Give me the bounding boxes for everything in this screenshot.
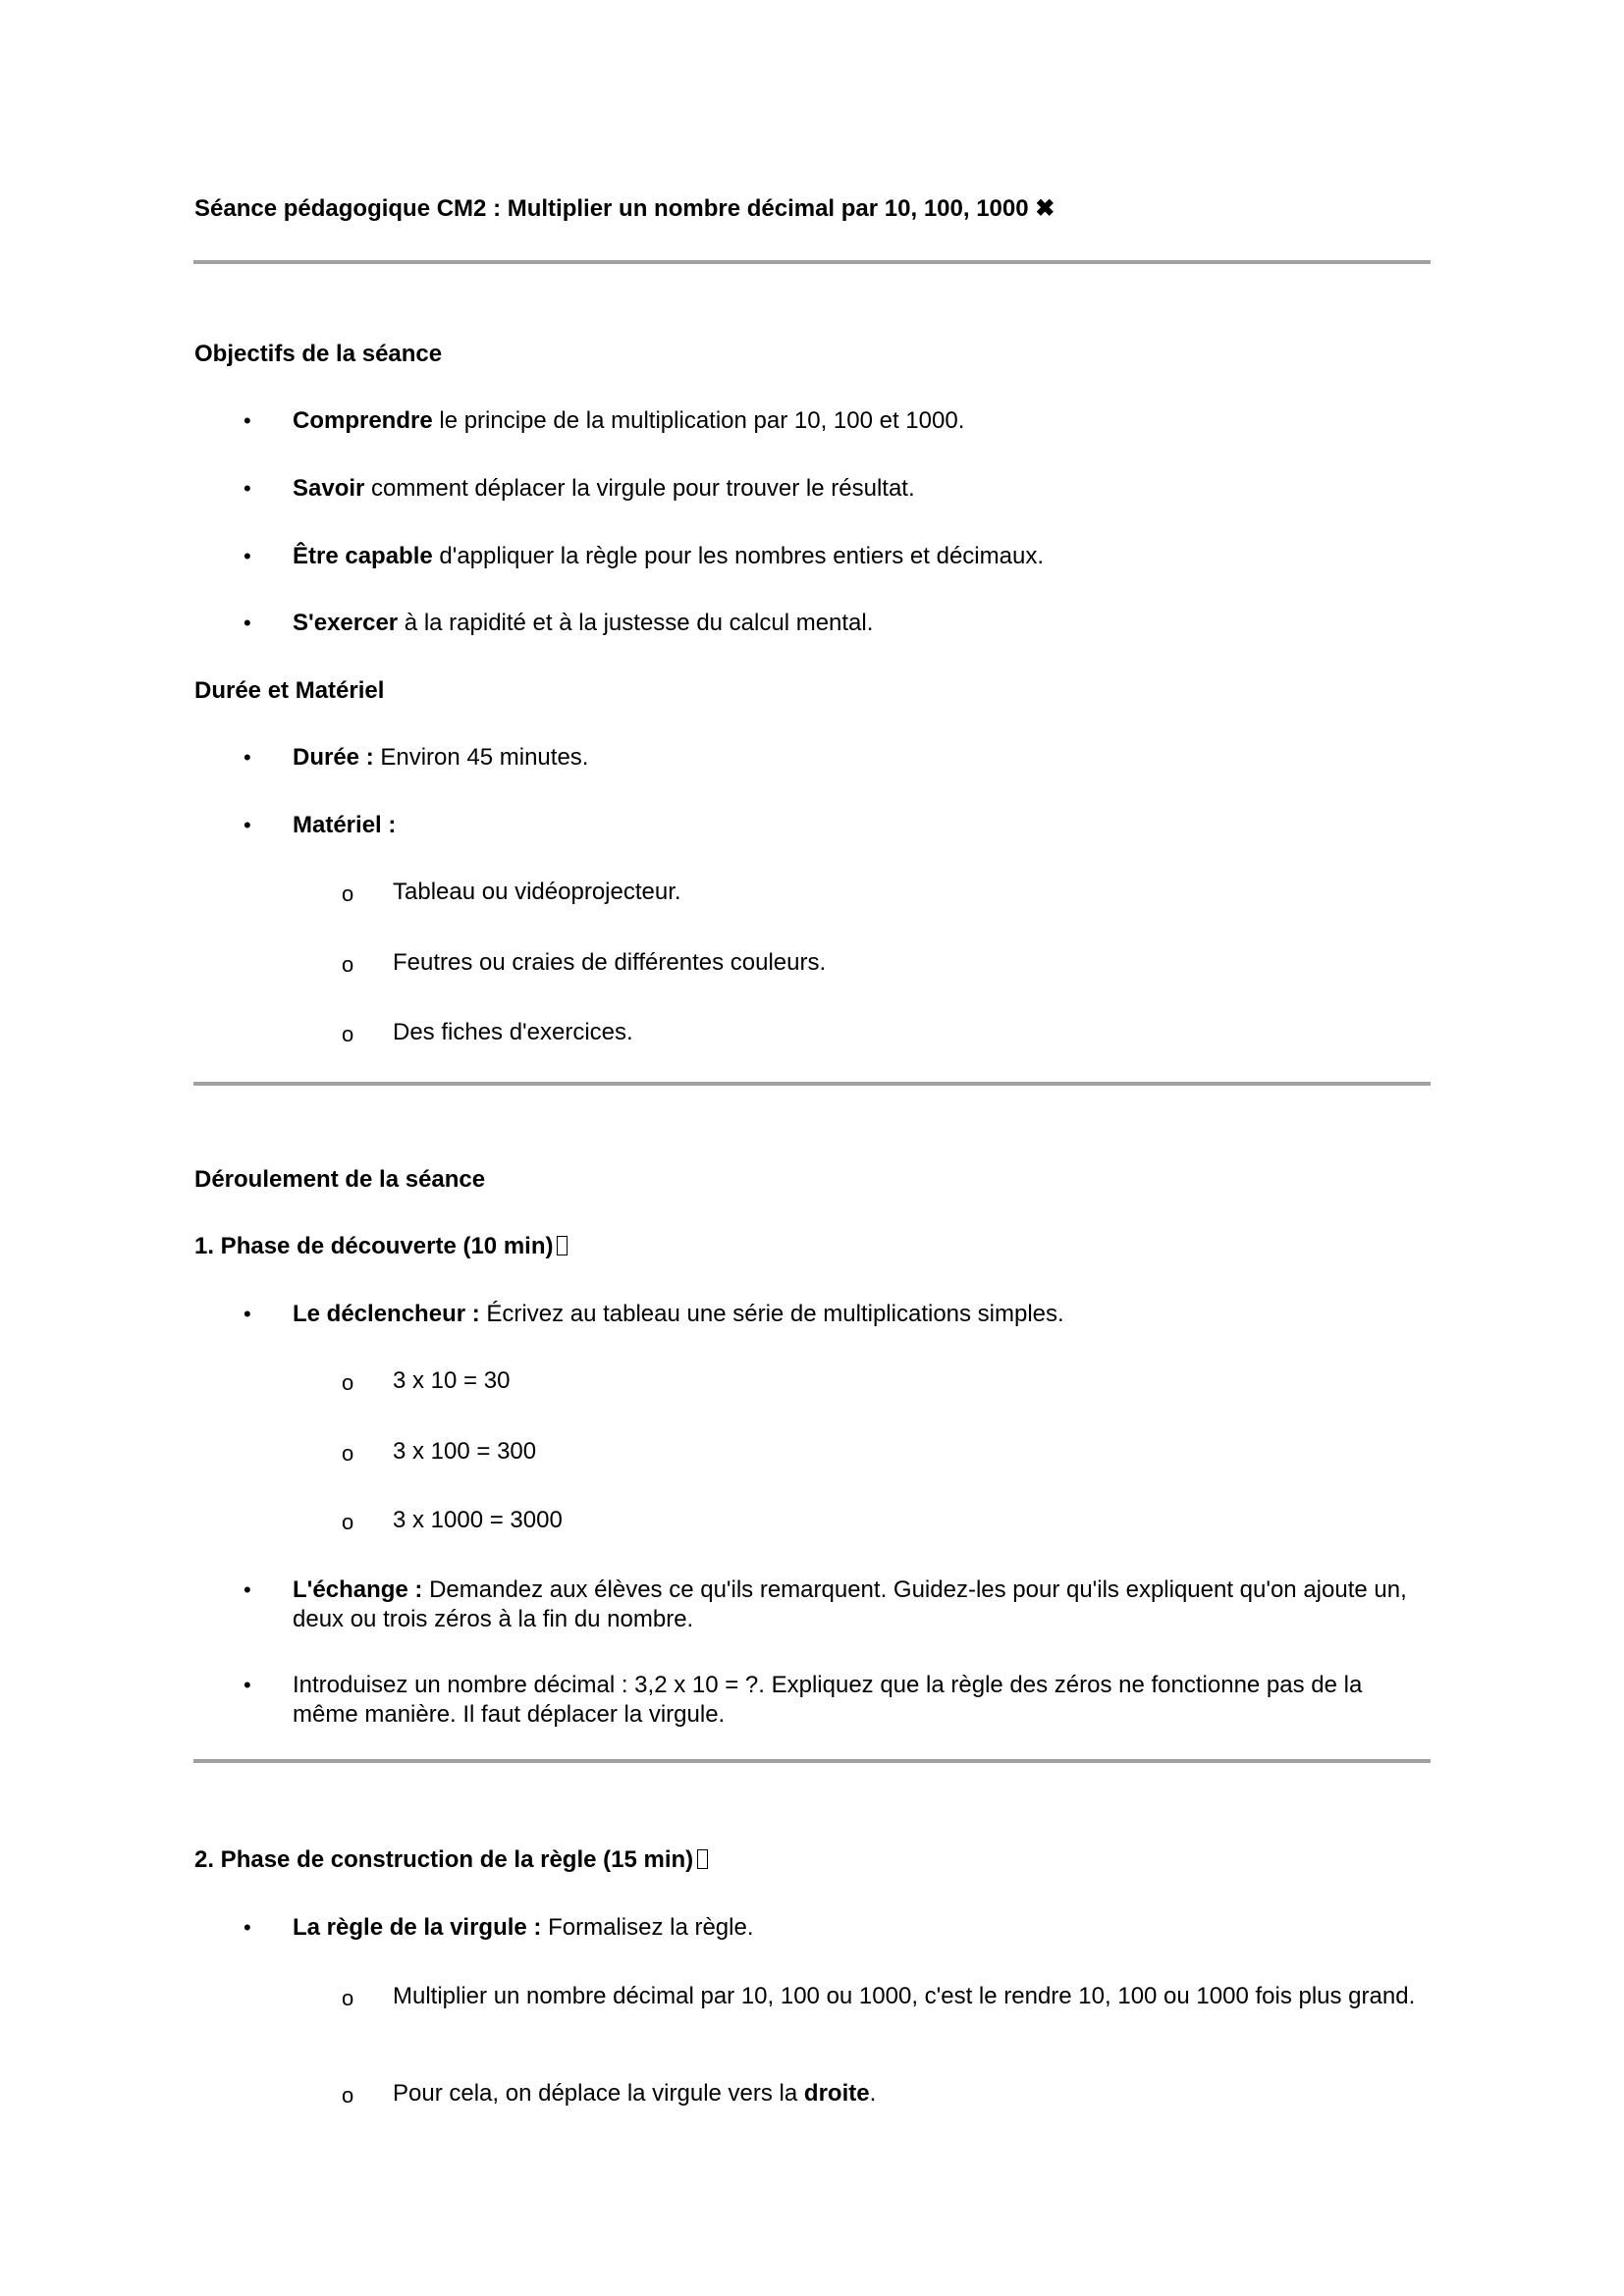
bullet-icon: •	[244, 611, 251, 635]
section-heading-objectifs: Objectifs de la séance	[194, 341, 443, 367]
bullet-icon: •	[244, 1673, 251, 1697]
item-text: d'appliquer la règle pour les nombres entiers et décimaux.	[432, 543, 1044, 569]
item-text: Écrivez au tableau une série de multiplications simples.	[479, 1301, 1064, 1327]
item-text: 3 x 100 = 300	[393, 1438, 537, 1465]
item-bold: droite	[803, 2080, 870, 2107]
sub-list-item	[342, 1018, 633, 1047]
circle-bullet-icon: o	[342, 1510, 354, 1534]
item-bold: S'exercer	[293, 610, 399, 636]
phase1-heading	[194, 1232, 568, 1261]
list-item	[244, 474, 915, 504]
missing-glyph-icon	[557, 1236, 568, 1255]
circle-bullet-icon: o	[342, 881, 354, 906]
sub-list-item	[342, 1506, 563, 1535]
item-text: 3 x 10 = 30	[393, 1367, 511, 1394]
phase1-title: 1. Phase de découverte (10 min)	[194, 1233, 554, 1259]
divider	[193, 260, 1431, 264]
divider	[193, 1082, 1431, 1086]
item-text: à la rapidité et à la justesse du calcul mental.	[398, 610, 874, 636]
title-text: Séance pédagogique CM2 : Multiplier un nombre décimal par 10, 100, 1000	[194, 195, 1029, 222]
item-text: le principe de la multiplication par 10, 100 et 1000.	[432, 407, 965, 434]
item-text: Des fiches d'exercices.	[393, 1019, 633, 1045]
bullet-icon: •	[244, 1915, 251, 1940]
item-bold: Durée :	[293, 744, 374, 771]
sub-list-item	[342, 1437, 537, 1467]
bullet-icon: •	[244, 813, 251, 837]
list-item	[244, 1913, 754, 1943]
missing-glyph-icon	[697, 1849, 708, 1869]
circle-bullet-icon: o	[342, 1441, 354, 1466]
sub-list-item	[342, 878, 681, 907]
divider	[193, 1759, 1431, 1763]
bullet-icon: •	[244, 1302, 251, 1326]
item-text: 3 x 1000 = 3000	[393, 1507, 563, 1533]
sub-list-item	[342, 2079, 877, 2109]
section-heading-deroulement: Déroulement de la séance	[194, 1166, 486, 1193]
circle-bullet-icon: o	[342, 952, 354, 977]
document-title	[194, 194, 1055, 224]
item-text: comment déplacer la virgule pour trouver le résultat.	[364, 475, 915, 502]
list-item	[244, 406, 965, 436]
item-text: Introduisez un nombre décimal : 3,2 x 10 = ?. Expliquez que la règle des zéros ne fonctionne pas de la même manière. Il faut déplacer la virgule.	[293, 1672, 1363, 1728]
item-bold: Savoir	[293, 475, 365, 502]
list-item-duree	[244, 743, 589, 773]
item-bold: L'échange :	[293, 1576, 423, 1603]
list-item	[244, 609, 874, 638]
item-bold: Le déclencheur :	[293, 1301, 480, 1327]
phase2-title: 2. Phase de construction de la règle (15 min)	[194, 1846, 694, 1873]
item-bold: Être capable	[293, 543, 433, 569]
bullet-icon: •	[244, 1577, 251, 1602]
item-text: Environ 45 minutes.	[373, 744, 589, 771]
bullet-icon: •	[244, 476, 251, 501]
item-bold: Comprendre	[293, 407, 433, 434]
heavy-multiplication-x-icon: ✖	[1035, 195, 1056, 222]
sub-list-item	[342, 1982, 1424, 2011]
circle-bullet-icon: o	[342, 1370, 354, 1395]
item-bold: Matériel :	[293, 812, 397, 838]
circle-bullet-icon: o	[342, 2083, 354, 2108]
item-text: Multiplier un nombre décimal par 10, 100 ou 1000, c'est le rendre 10, 100 ou 1000 fois plus grand.	[393, 1983, 1416, 2009]
circle-bullet-icon: o	[342, 1986, 354, 2010]
item-bold: La règle de la virgule :	[293, 1914, 542, 1941]
item-text: Feutres ou craies de différentes couleurs.	[393, 949, 827, 976]
section-heading-duree: Durée et Matériel	[194, 677, 385, 704]
item-text: Pour cela, on déplace la virgule vers la	[393, 2080, 804, 2107]
list-item	[244, 542, 1044, 571]
list-item	[244, 1575, 1422, 1634]
item-text: Demandez aux élèves ce qu'ils remarquent. Guidez-les pour qu'ils expliquent qu'on ajoute un, deux ou trois zéros à la fin du nombre.	[293, 1576, 1407, 1632]
circle-bullet-icon: o	[342, 1022, 354, 1046]
bullet-icon: •	[244, 408, 251, 433]
sub-list-item	[342, 1366, 511, 1396]
phase2-heading	[194, 1845, 708, 1875]
list-item-materiel	[244, 811, 397, 840]
item-text: Tableau ou vidéoprojecteur.	[393, 879, 681, 905]
item-text: Formalisez la règle.	[541, 1914, 754, 1941]
item-text-end: .	[869, 2080, 877, 2107]
list-item	[244, 1300, 1064, 1329]
sub-list-item	[342, 948, 827, 978]
list-item	[244, 1671, 1422, 1730]
bullet-icon: •	[244, 745, 251, 770]
bullet-icon: •	[244, 544, 251, 568]
